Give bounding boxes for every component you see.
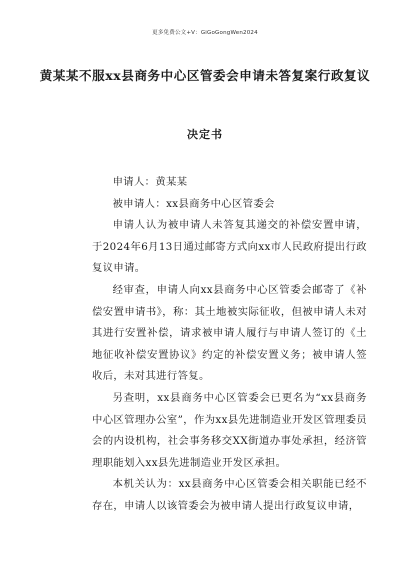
paragraph-further-finding: 另查明，xx县商务中心区管委会已更名为“xx县商务中心区管理办公室”，作为xx县先进制造业开发区管理委员会的内设机构，社会事务移交XX街道办事处承担，经济管理职能划入xx县先进制造业开发区承担。 [92, 391, 367, 469]
document-subtitle: 决定书 [187, 128, 223, 141]
paragraph-claim: 申请人认为被申请人未答复其递交的补偿安置申请，于2024年6月13日通过邮寄方式向xx市人民政府提出行政复议申请。 [92, 219, 368, 275]
paragraph-applicant: 申请人：黄某某 [112, 176, 188, 188]
paragraph-review: 经审查，申请人向xx县商务中心区管委会邮寄了《补偿安置申请书》，称：其土地被实际征收，但被申请人未对其进行安置补偿，请求被申请人履行与申请人签订的《土地征收补偿安置协议》约定的补偿安置义务；被申请人签收后，未对其进行答复。 [92, 283, 367, 383]
paragraph-respondent: 被申请人：xx县商务中心区管委会 [112, 197, 275, 210]
paragraph-opinion: 本机关认为：xx县商务中心区管委会相关职能已经不存在，申请人以该管委会为被申请人提出行政复议申请， [92, 478, 367, 512]
document-title: 黄某某不服xx县商务中心区管委会申请未答复案行政复议 [39, 68, 371, 83]
document-body [92, 172, 367, 518]
header-note: 更多免费公文+V：GiGoGongWen2024 [152, 30, 258, 36]
